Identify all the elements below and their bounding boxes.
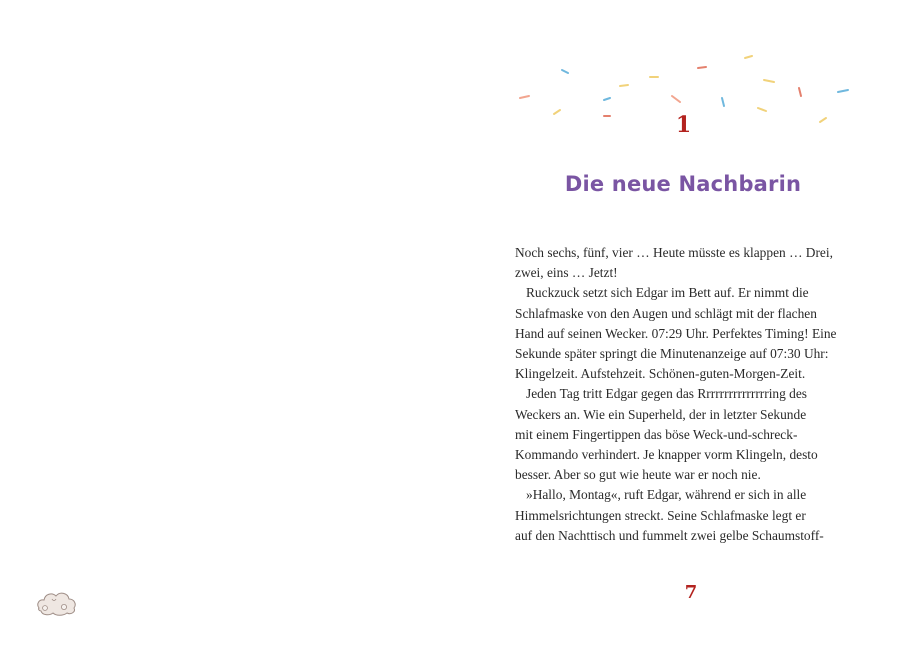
text-line: zwei, eins … Jetzt! [515,265,618,281]
chapter-number: 1 [675,112,692,138]
text-line: Klingelzeit. Aufstehzeit. Schönen-guten-Morgen-Zeit. [515,366,806,382]
text-line: »Hallo, Montag«, ruft Edgar, während er sich in alle [526,487,807,503]
text-line: Schlafmaske von den Augen und schlägt mit der flachen [515,305,817,321]
text-line: Jeden Tag tritt Edgar gegen das Rrrrrrrrrrrrrrring des [526,386,808,402]
text-line: Himmelsrichtungen streckt. Seine Schlafmaske legt er [515,507,806,523]
text-line: Noch sechs, fünf, vier … Heute müsste es klappen … Drei, [515,245,833,260]
text-line: mit einem Fingertippen das böse Weck-und-schreck- [515,426,798,442]
text-line: auf den Nachttisch und fummelt zwei gelbe Schaumstoff- [515,527,824,543]
page-number: 7 [684,582,698,603]
body-text [515,243,860,546]
text-line: besser. Aber so gut wie heute war er noch nie. [515,467,761,483]
text-line: Sekunde später springt die Minutenanzeige auf 07:30 Uhr: [515,346,829,362]
chapter-title: Die neue Nachbarin [564,172,802,196]
text-line: Weckers an. Wie ein Superheld, der in letzter Sekunde [515,406,807,422]
text-line: Kommando verhindert. Je knapper vorm Klingeln, desto [515,447,818,463]
cloud-logo-icon [34,588,78,618]
text-line: Hand auf seinen Wecker. 07:29 Uhr. Perfektes Timing! Eine [515,325,837,341]
text-line: Ruckzuck setzt sich Edgar im Bett auf. Er nimmt die [526,285,809,301]
